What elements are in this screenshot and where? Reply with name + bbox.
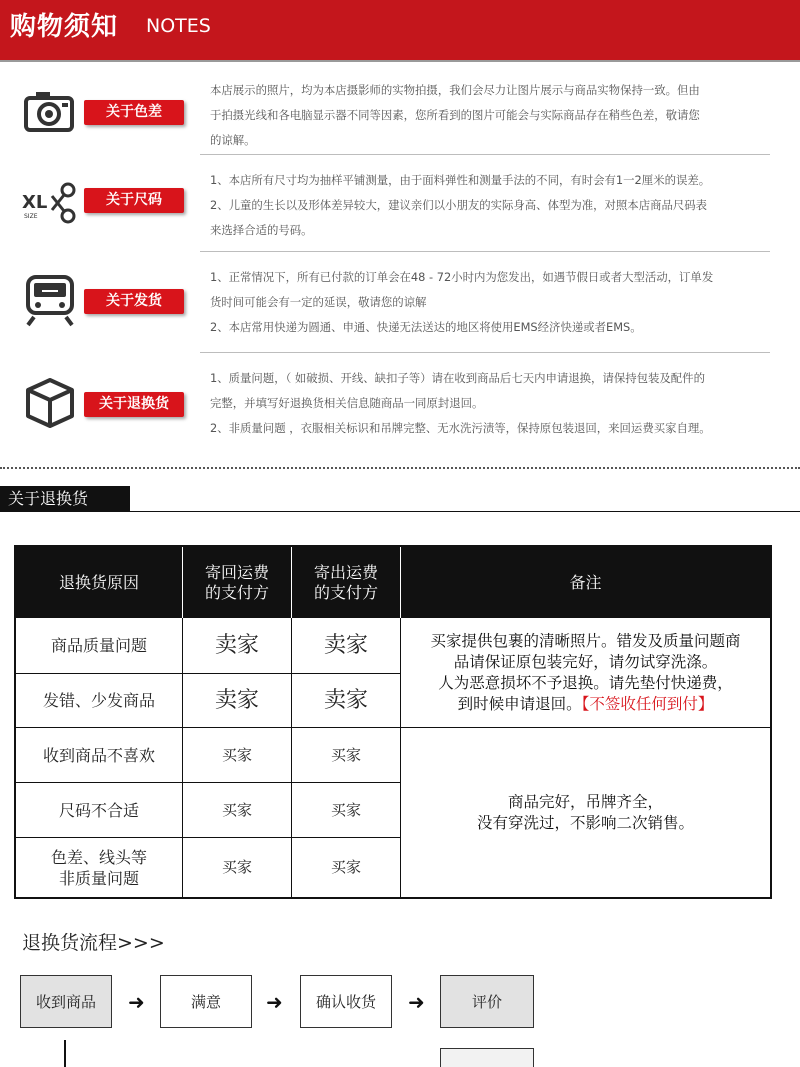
section-underline xyxy=(0,511,800,512)
page-title: 购物须知 xyxy=(10,12,119,42)
notice-color-difference xyxy=(0,62,800,154)
table-header-vline xyxy=(291,547,292,618)
page-subtitle: NOTES xyxy=(146,15,211,37)
table-header-vline xyxy=(182,547,183,618)
arrow-right-icon: ➜ xyxy=(408,990,425,1014)
notice-label: 关于退换货 xyxy=(84,392,184,417)
divider xyxy=(200,251,770,252)
notice-text: 本店展示的照片，均为本店摄影师的实物拍摄，我们会尽力让图片展示与商品实物保持一致。但由 于拍摄光线和各电脑显示器不同等因素，您所看到的图片可能会与实际商品存在稍些色差，敬请您 的谅解。 xyxy=(210,83,700,147)
table-cell-send-payer: 卖家 xyxy=(323,688,368,713)
svg-text:SIZE: SIZE xyxy=(24,213,38,220)
table-cell-send-payer: 买家 xyxy=(330,745,361,764)
camera-icon xyxy=(22,84,78,140)
return-box-icon xyxy=(22,374,78,430)
divider xyxy=(200,154,770,155)
table-header-reason: 退换货原因 xyxy=(16,547,182,618)
return-policy-table xyxy=(14,545,772,899)
table-cell-return-payer: 买家 xyxy=(221,800,252,819)
table-cell-reason: 色差、线头等 非质量问题 xyxy=(50,847,147,888)
table-header-send-payer: 寄出运费 的支付方 xyxy=(292,547,400,618)
table-header-vline xyxy=(400,547,401,618)
flow-step-confirm: 确认收货 xyxy=(300,975,392,1028)
notice-text: 1、正常情况下，所有已付款的订单会在48 - 72小时内为您发出，如遇节假日或者大型活动，订单发 货时间可能会有一定的延误，敬请您的谅解 2、本店常用快递为圆通、申通、快递无法送达的地区将使用EMS经济快递或者EMS。 xyxy=(210,270,714,334)
notice-text: 1、质量问题，（ 如破损、开线、缺扣子等）请在收到商品后七天内申请退换，请保持包装及配件的 完整，并填写好退换货相关信息随商品一同原封退回。 2、非质量问题 ，衣服相关标识和吊牌完整、无水洗污渍等，保持原包装退回，来回运费买家自理。 xyxy=(210,371,711,435)
notice-label: 关于尺码 xyxy=(84,188,184,213)
table-cell-reason: 发错、少发商品 xyxy=(42,691,155,710)
table-cell-send-payer: 卖家 xyxy=(323,633,368,658)
table-cell-return-payer: 卖家 xyxy=(214,633,259,658)
table-cell-send-payer: 买家 xyxy=(330,800,361,819)
xl-size-scissors-icon xyxy=(22,176,78,232)
table-cell-return-payer: 买家 xyxy=(221,858,252,876)
table-cell-reason: 尺码不合适 xyxy=(58,800,139,820)
flow-step-partial xyxy=(440,1048,534,1067)
notice-shipping xyxy=(0,253,800,351)
section-heading: 关于退换货 xyxy=(0,486,130,512)
no-cod-warning: 【不签收任何到付】 xyxy=(581,694,714,713)
flow-connector xyxy=(64,1040,66,1067)
flow-step-satisfied: 满意 xyxy=(160,975,252,1028)
table-cell-return-payer: 卖家 xyxy=(214,688,259,713)
table-cell-send-payer: 买家 xyxy=(330,858,361,876)
divider xyxy=(200,352,770,353)
table-cell-remark: 买家提供包裹的清晰照片。错发及质量问题商 品请保证原包装完好，请勿试穿洗涤。 人为恶意损坏不予退换。请先垫付快递费， 到时候申请退回。【不签收任何到付】 xyxy=(430,631,741,713)
delivery-truck-icon xyxy=(22,271,78,327)
dotted-divider xyxy=(0,467,800,469)
table-cell-remark: 商品完好，吊牌齐全， 没有穿洗过，不影响二次销售。 xyxy=(476,792,694,832)
flow-step-review: 评价 xyxy=(440,975,534,1028)
flow-title: 退换货流程>>> xyxy=(22,932,165,954)
table-cell-reason: 商品质量问题 xyxy=(50,636,147,655)
notice-size xyxy=(0,156,800,251)
table-cell-reason: 收到商品不喜欢 xyxy=(42,745,155,765)
notice-label: 关于色差 xyxy=(84,100,184,125)
arrow-right-icon: ➜ xyxy=(128,990,145,1014)
notice-label: 关于发货 xyxy=(84,289,184,314)
notice-returns xyxy=(0,354,800,454)
table-header-return-payer: 寄回运费 的支付方 xyxy=(183,547,291,618)
arrow-right-icon: ➜ xyxy=(266,990,283,1014)
table-cell-return-payer: 买家 xyxy=(221,745,252,764)
flow-step-received: 收到商品 xyxy=(20,975,112,1028)
header-banner xyxy=(0,0,800,60)
svg-text:XL: XL xyxy=(22,192,48,213)
table-header-remark: 备注 xyxy=(401,547,770,618)
notice-text: 1、本店所有尺寸均为抽样平铺测量，由于面料弹性和测量手法的不同，有时会有1一2厘米的误差。 2、儿童的生长以及形体差异较大，建议亲们以小朋友的实际身高、体型为准，对照本店商品尺码表 来选择合适的号码。 xyxy=(210,173,711,237)
